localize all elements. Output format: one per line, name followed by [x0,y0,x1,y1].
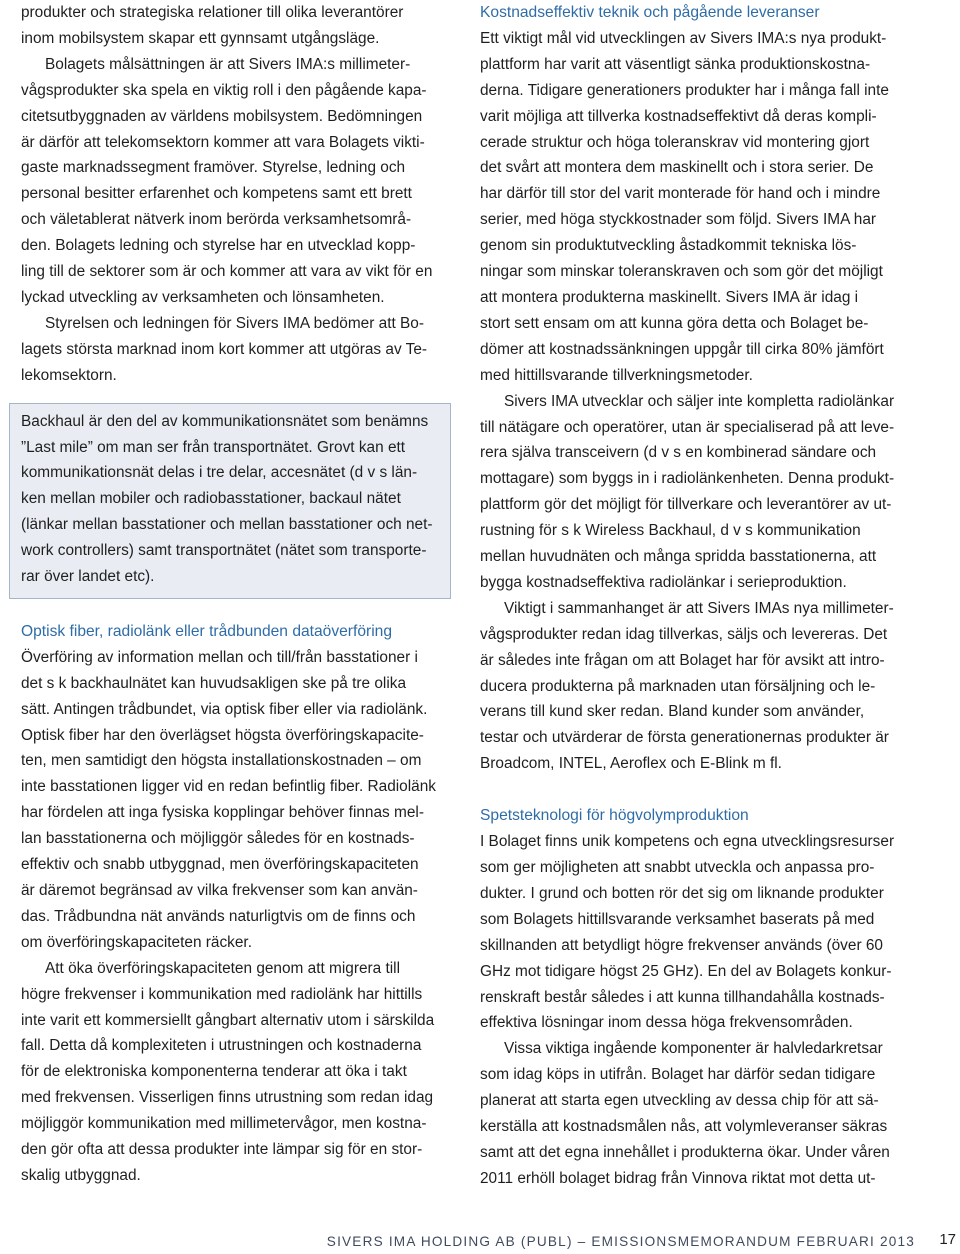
text-line: lagets största marknad inom kort kommer att utgöras av Te- [21,340,428,358]
text-line: som idag köps in utifrån. Bolaget har därför sedan tidigare [480,1066,876,1084]
text-line: cerade struktur och höga toleranskrav vid montering gjort [480,133,870,151]
text-line: dömer att kostnadssänkningen uppgår till cirka 80% jämfört [480,340,884,358]
section-heading: Kostnadseffektiv teknik och pågående leveranser [480,4,820,21]
text-line: genom sin produktutveckling åstadkommit tekniska lös- [480,237,857,255]
text-line: ningar som minskar toleranskraven och som gör det möjligt [480,263,883,281]
text-line: Vissa viktiga ingående komponenter är halvledarkretsar [504,1040,883,1058]
text-line: Att öka överföringskapaciteten genom att migrera till [45,959,401,977]
text-line: fall. Detta då komplexiteten i utrustningen och kostnaderna [21,1037,422,1055]
text-line: högre frekvenser i kommunikation med radiolänk har hittills [21,985,423,1003]
text-line: som Bolagets hittillsvarande verksamhet baserats på med [480,910,875,928]
text-line: skalig utbyggnad. [21,1166,141,1184]
text-line: bygga kostnadseffektiva radiolänkar i serieproduktion. [480,573,847,591]
text-line: inom mobilsystem skapar ett gynnsamt utgångsläge. [21,29,380,47]
text-line: produkter och strategiska relationer till olika leverantörer [21,4,404,21]
text-line: ”Last mile” om man ser från transportnätet. Grovt kan ett [21,438,406,456]
section-heading: Optisk fiber, radiolänk eller trådbunden dataöverföring [21,622,393,640]
spacer [21,599,453,619]
text-line: ling till de sektorer som är och kommer att vara av vikt för en [21,263,433,281]
text-line: lan basstationerna och möjliggör således för en kostnads- [21,830,415,848]
text-line: derna. Tidigare generationers produkter har i många fall inte [480,81,889,99]
spacer [480,777,913,803]
text-line: Bolagets målsättningen är att Sivers IMA:s millimeter- [45,55,411,73]
text-line: rar över landet etc). [21,568,155,586]
paragraph [21,52,453,311]
text-line: mellan huvudnäten och många spridda basstationerna, att [480,548,877,566]
text-line: Viktigt i sammanhanget är att Sivers IMAs nya millimeter- [504,599,894,617]
text-line: planerat att starta egen utveckling av dessa chip för att sä- [480,1092,879,1110]
text-line: som ger möjligheten att snabbt utveckla och anpassa pro- [480,859,875,876]
text-line: lyckad utveckling av verksamheten och lönsamheten. [21,288,385,306]
paragraph [21,311,453,389]
text-line: och väletablerat nätverk inom berörda verksamhetsområ- [21,211,412,229]
paragraph [21,956,453,1189]
text-line: skillnanden att betydligt högre frekvenser används (över 60 [480,936,883,954]
text-line: den gör ofta att dessa produkter inte lämpar sig för en stor- [21,1141,423,1159]
text-line: kerställa att kostnadsmålen nås, att volymleveranser säkras [480,1118,888,1136]
text-line: Sivers IMA utvecklar och säljer inte kompletta radiolänkar [504,392,895,410]
text-line: att montera produkterna maskinellt. Sivers IMA är idag i [480,288,859,306]
text-line: stort sett ensam om att kunna göra detta och Bolaget be- [480,314,869,332]
text-line: 2011 erhöll bolaget bidrag från Vinnova riktat mot detta ut- [480,1169,876,1187]
text-line: dukter. I grund och botten rör det sig om liknande produkter [480,884,884,902]
text-line: testar och utvärderar de första generationernas produkter är [480,729,889,747]
paragraph [480,596,913,777]
text-line: sätt. Antingen trådbundet, via optisk fiber eller via radiolänk. [21,700,428,718]
text-line: är därför att telekomsektorn kommer att vara Bolagets vikti- [21,133,425,151]
text-line: serier, med höga styckkostnader som följd. Sivers IMA har [480,211,877,229]
text-line: är däremot begränsad av vilka frekvenser som kan använ- [21,882,418,899]
text-line: personal besitter erfarenhet och kompetens samt ett brett [21,185,412,203]
page-number: 17 [939,1231,956,1248]
text-line: renskraft består således i att kunna tillhandahålla kostnads- [480,988,885,1006]
paragraph [480,389,913,596]
text-line: samt att det egna innehållet i produkterna ökar. Under våren [480,1143,890,1161]
text-line: Optisk fiber har den överlägset högsta överföringskapacite- [21,726,424,744]
paragraph [21,0,453,52]
text-line: den. Bolagets ledning och styrelse har en utvecklad kopp- [21,237,416,255]
text-line: om överföringskapaciteten räcker. [21,933,252,951]
text-line: work controllers) samt transportnätet (nätet som transporte- [21,542,427,560]
text-line: inte varit ett kommersiellt gångbart alternativ utom i särskilda [21,1011,435,1029]
text-line: för de elektroniska komponenterna tenderar att öka i takt [21,1063,407,1081]
text-line: rustning för s k Wireless Backhaul, d v s kommunikation [480,522,861,540]
text-line: plattform gör det möjligt för tillverkare och leverantörer av ut- [480,496,892,514]
right-column [480,0,913,1192]
text-line: med hittillsvarande tillverkningsmetoder. [480,366,753,384]
footer-publication-title: SIVERS IMA HOLDING AB (PUBL) – EMISSIONSMEMORANDUM FEBRUARI 2013 [326,1234,915,1249]
text-line: Styrelsen och ledningen för Sivers IMA bedömer att Bo- [45,314,424,332]
info-box-text [21,409,439,590]
text-line: det s k backhaulnätet kan huvudsakligen ske på tre olika [21,674,407,692]
left-column [21,0,453,1189]
text-line: effektiva lösningar inom dessa höga frekvensområden. [480,1014,853,1032]
text-line: verans till kund sker redan. Bland kunder som använder, [480,703,865,721]
text-line: effektiv och snabb utbyggnad, men överföringskapaciteten [21,856,419,874]
text-line: GHz mot tidigare högst 25 GHz). En del av Bolagets konkur- [480,962,892,980]
text-line: med frekvensen. Visserligen finns utrustning som redan idag [21,1089,434,1107]
text-line: (länkar mellan basstationer och mellan basstationer och net- [21,516,433,534]
text-line: ken mellan mobiler och radiobasstationer, backaul nätet [21,490,401,508]
text-line: vågsprodukter ska spela en viktig roll i den pågående kapa- [21,81,427,99]
info-box [9,403,451,599]
text-line: Överföring av information mellan och till/från basstationer i [21,648,418,666]
text-line: vågsprodukter redan idag tillverkas, säljs och levereras. Det [480,625,888,643]
text-line: mottagare) som byggs in i radiolänkenheten. Denna produkt- [480,470,895,488]
text-line: Backhaul är den del av kommunikationsnätet som benämns [21,412,429,430]
text-line: gaste marknadssegment framöver. Styrelse, ledning och [21,159,406,177]
text-line: ducera produkterna på marknaden utan försäljning och le- [480,677,876,695]
text-line: har fördelen att inga fysiska kopplingar behöver finnas mel- [21,804,424,822]
paragraph [21,645,453,956]
paragraph [480,1036,913,1191]
section-heading: Spetsteknologi för högvolymproduktion [480,807,749,825]
text-line: varit möjliga att tillverka kostnadseffektivt då deras kompli- [480,107,877,125]
text-line: citetsutbyggnaden av världens mobilsystem. Bedömningen [21,107,423,125]
text-line: det svårt att montera dem maskinellt och i stora serier. De [480,159,874,177]
text-line: Broadcom, INTEL, Aeroflex och E-Blink m fl. [480,755,782,773]
text-line: möjliggör kommunikation med millimetervågor, men kostna- [21,1115,427,1133]
text-line: Ett viktigt mål vid utvecklingen av Sivers IMA:s nya produkt- [480,29,887,47]
paragraph [480,26,913,389]
text-line: inte basstationen ligger vid en redan befintlig fiber. Radiolänk [21,778,436,796]
text-line: lekomsektorn. [21,366,117,384]
text-line: das. Trådbundna nät används naturligtvis om de finns och [21,907,416,925]
text-line: till nätägare och operatörer, utan är specialiserad på att leve- [480,418,895,436]
text-line: rera själva transceivern (d v s en kombinerad sändare och [480,444,877,462]
text-line: ten, men samtidigt den högsta installationskostnaden – om [21,752,422,770]
page-footer [0,1231,960,1254]
text-line: har därför till stor del varit monterade för hand och i mindre [480,185,881,203]
text-line: I Bolaget finns unik kompetens och egna utvecklingsresurser [480,833,895,851]
paragraph [480,829,913,1036]
text-line: är således inte frågan om att Bolaget har för avsikt att intro- [480,651,885,669]
text-line: kommunikationsnät delas i tre delar, accesnätet (d v s län- [21,464,418,482]
text-line: plattform har varit att väsentligt sänka produktionskostna- [480,55,871,73]
